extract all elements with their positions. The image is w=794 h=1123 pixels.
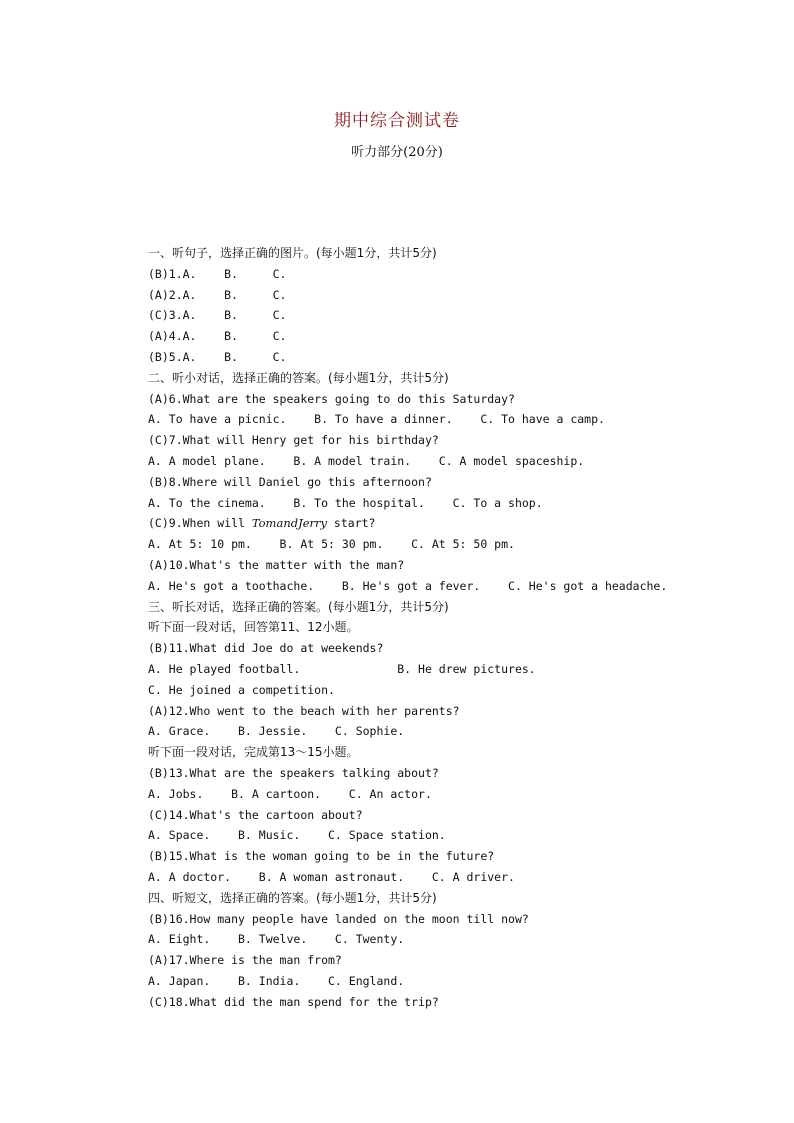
line-text: (C)7.What will Henry get for his birthday? bbox=[148, 433, 439, 448]
line-text: (B)11.What did Joe do at weekends? bbox=[148, 641, 384, 656]
question-line bbox=[148, 950, 748, 971]
line-text: C. He joined a competition. bbox=[148, 682, 335, 697]
line-text: A. Japan. B. India. C. England. bbox=[148, 973, 405, 988]
question-line bbox=[148, 992, 748, 1013]
question-line bbox=[148, 472, 748, 493]
line-text: A. At 5: 10 pm. B. At 5: 30 pm. C. At 5: 50 pm. bbox=[148, 537, 515, 552]
question-line bbox=[148, 576, 748, 597]
section-heading bbox=[148, 888, 748, 909]
line-text: (B)16.How many people have landed on the moon till now? bbox=[148, 911, 529, 926]
line-text: (C)18.What did the man spend for the trip? bbox=[148, 994, 439, 1009]
line-text: (A)4.A. B. C. bbox=[148, 329, 287, 344]
question-line bbox=[148, 326, 748, 347]
page-subtitle: 听力部分(20分) bbox=[351, 145, 443, 160]
line-text: A. Jobs. B. A cartoon. C. An actor. bbox=[148, 786, 432, 801]
question-line bbox=[148, 409, 748, 430]
question-line bbox=[148, 825, 748, 846]
line-text: (C)9.When will bbox=[148, 516, 252, 531]
line-text: A. Eight. B. Twelve. C. Twenty. bbox=[148, 932, 405, 947]
line-text: A. Grace. B. Jessie. C. Sophie. bbox=[148, 724, 405, 739]
line-text: 一、听句子，选择正确的图片。(每小题1分，共计5分) bbox=[148, 246, 437, 260]
page-title: 期中综合测试卷 bbox=[334, 111, 460, 131]
question-line bbox=[148, 451, 748, 472]
line-text: 二、听小对话，选择正确的答案。(每小题1分，共计5分) bbox=[148, 370, 449, 385]
question-line bbox=[148, 555, 748, 576]
line-text: (A)12.Who went to the beach with her parents? bbox=[148, 703, 460, 718]
question-line bbox=[148, 659, 748, 680]
italic-title: TomandJerry bbox=[251, 516, 327, 531]
section-heading bbox=[148, 243, 748, 264]
line-text: 三、听长对话，选择正确的答案。(每小题1分，共计5分) bbox=[148, 599, 449, 614]
line-text: (B)15.What is the woman going to be in the future? bbox=[148, 849, 495, 864]
line-text: A. He's got a toothache. B. He's got a fever. C. He's got a headache. bbox=[148, 578, 668, 593]
line-text: (C)14.What's the cartoon about? bbox=[148, 807, 363, 822]
section-heading bbox=[148, 597, 748, 618]
section-heading bbox=[148, 617, 748, 638]
question-line bbox=[148, 493, 748, 514]
line-text: 听下面一段对话，回答第11、12小题。 bbox=[148, 620, 359, 635]
section-heading bbox=[148, 368, 748, 389]
line-text: A. A doctor. B. A woman astronaut. C. A driver. bbox=[148, 869, 515, 884]
line-text: A. Space. B. Music. C. Space station. bbox=[148, 828, 446, 843]
section-heading bbox=[148, 742, 748, 763]
question-line bbox=[148, 867, 748, 888]
question-line bbox=[148, 305, 748, 326]
question-line bbox=[148, 430, 748, 451]
question-line bbox=[148, 264, 748, 285]
question-line bbox=[148, 680, 748, 701]
question-line bbox=[148, 638, 748, 659]
line-text: 听下面一段对话，完成第13～15小题。 bbox=[148, 745, 359, 760]
line-text: (A)2.A. B. C. bbox=[148, 287, 287, 302]
line-text: (B)5.A. B. C. bbox=[148, 349, 287, 364]
line-text: (A)17.Where is the man from? bbox=[148, 953, 342, 968]
question-line bbox=[148, 846, 748, 867]
line-text: (B)1.A. B. C. bbox=[148, 266, 287, 281]
question-line bbox=[148, 285, 748, 306]
line-text: A. To have a picnic. B. To have a dinner. C. To have a camp. bbox=[148, 412, 605, 427]
question-line bbox=[148, 534, 748, 555]
line-text: (A)6.What are the speakers going to do this Saturday? bbox=[148, 391, 515, 406]
question-line bbox=[148, 721, 748, 742]
question-line bbox=[148, 389, 748, 410]
question-line bbox=[148, 971, 748, 992]
line-text: (B)13.What are the speakers talking about? bbox=[148, 765, 439, 780]
line-text: (B)8.Where will Daniel go this afternoon? bbox=[148, 474, 432, 489]
line-text: (A)10.What's the matter with the man? bbox=[148, 557, 405, 572]
question-list bbox=[148, 243, 748, 1012]
question-line bbox=[148, 929, 748, 950]
line-text: A. He played football. B. He drew pictures. bbox=[148, 661, 536, 676]
question-line bbox=[148, 513, 748, 534]
question-line bbox=[148, 763, 748, 784]
line-text: A. A model plane. B. A model train. C. A model spaceship. bbox=[148, 453, 585, 468]
question-line bbox=[148, 347, 748, 368]
question-line bbox=[148, 909, 748, 930]
line-text: A. To the cinema. B. To the hospital. C. To a shop. bbox=[148, 495, 543, 510]
question-line bbox=[148, 701, 748, 722]
line-text-after: start? bbox=[327, 516, 376, 531]
question-line bbox=[148, 805, 748, 826]
question-line bbox=[148, 784, 748, 805]
line-text: (C)3.A. B. C. bbox=[148, 308, 287, 323]
line-text: 四、听短文，选择正确的答案。(每小题1分，共计5分) bbox=[148, 890, 437, 905]
